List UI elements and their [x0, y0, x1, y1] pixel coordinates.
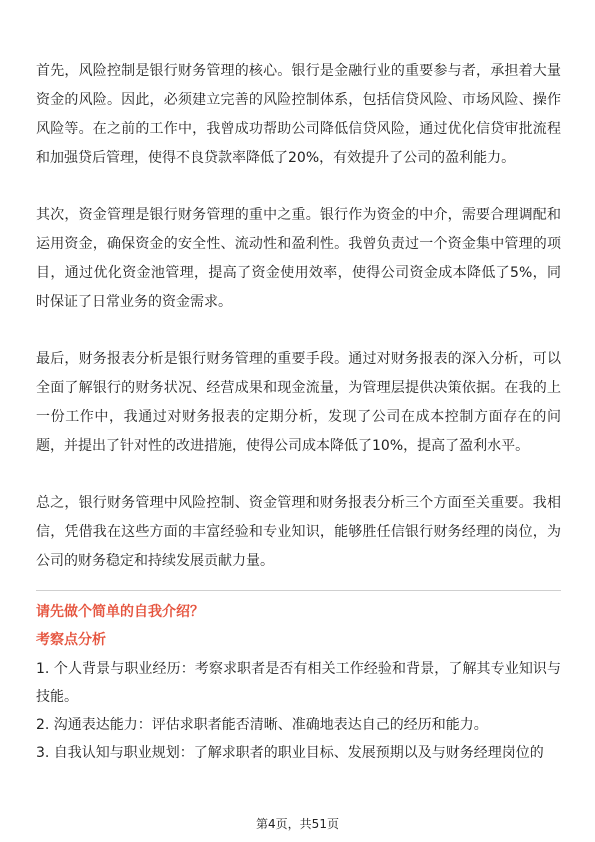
analysis-item: 2. 沟通表达能力：评估求职者能否清晰、准确地表达自己的经历和能力。	[36, 717, 488, 733]
analysis-title: 考察点分析	[36, 632, 106, 648]
paragraph-financial-statement-analysis: 最后，财务报表分析是银行财务管理的重要手段。通过对财务报表的深入分析，可以全面了解银行的财务状况、经营成果和现金流量，为管理层提供决策依据。在我的上一份工作中，我通过对财务报表的定期分析，发现了公司在成本控制方面存在的问题，并提出了针对性的改进措施，使得公司成本降低了10%，提高了盈利水平。	[36, 351, 561, 454]
analysis-item: 3. 自我认知与职业规划：了解求职者的职业目标、发展预期以及与财务经理岗位的	[36, 745, 544, 761]
paragraph-fund-management: 其次，资金管理是银行财务管理的重中之重。银行作为资金的中介，需要合理调配和运用资金，确保资金的安全性、流动性和盈利性。我曾负责过一个资金集中管理的项目，通过优化资金池管理，提高了资金使用效率，使得公司资金成本降低了5%，同时保证了日常业务的资金需求。	[36, 207, 561, 310]
section-divider	[36, 590, 561, 591]
page-content	[36, 57, 561, 767]
paragraph-risk-control: 首先，风险控制是银行财务管理的核心。银行是金融行业的重要参与者，承担着大量资金的风险。因此，必须建立完善的风险控制体系，包括信贷风险、市场风险、操作风险等。在之前的工作中，我曾成功帮助公司降低信贷风险，通过优化信贷审批流程和加强贷后管理，使得不良贷款率降低了20%，有效提升了公司的盈利能力。	[36, 63, 561, 166]
analysis-item: 1. 个人背景与职业经历：考察求职者是否有相关工作经验和背景，了解其专业知识与技能。	[36, 661, 561, 705]
page-number-footer: 第4页，共51页	[256, 817, 339, 831]
interview-question: 请先做个简单的自我介绍？	[36, 604, 204, 620]
paragraph-conclusion: 总之，银行财务管理中风险控制、资金管理和财务报表分析三个方面至关重要。我相信，凭借我在这些方面的丰富经验和专业知识，能够胜任信银行财务经理的岗位，为公司的财务稳定和持续发展贡献力量。	[36, 495, 561, 569]
